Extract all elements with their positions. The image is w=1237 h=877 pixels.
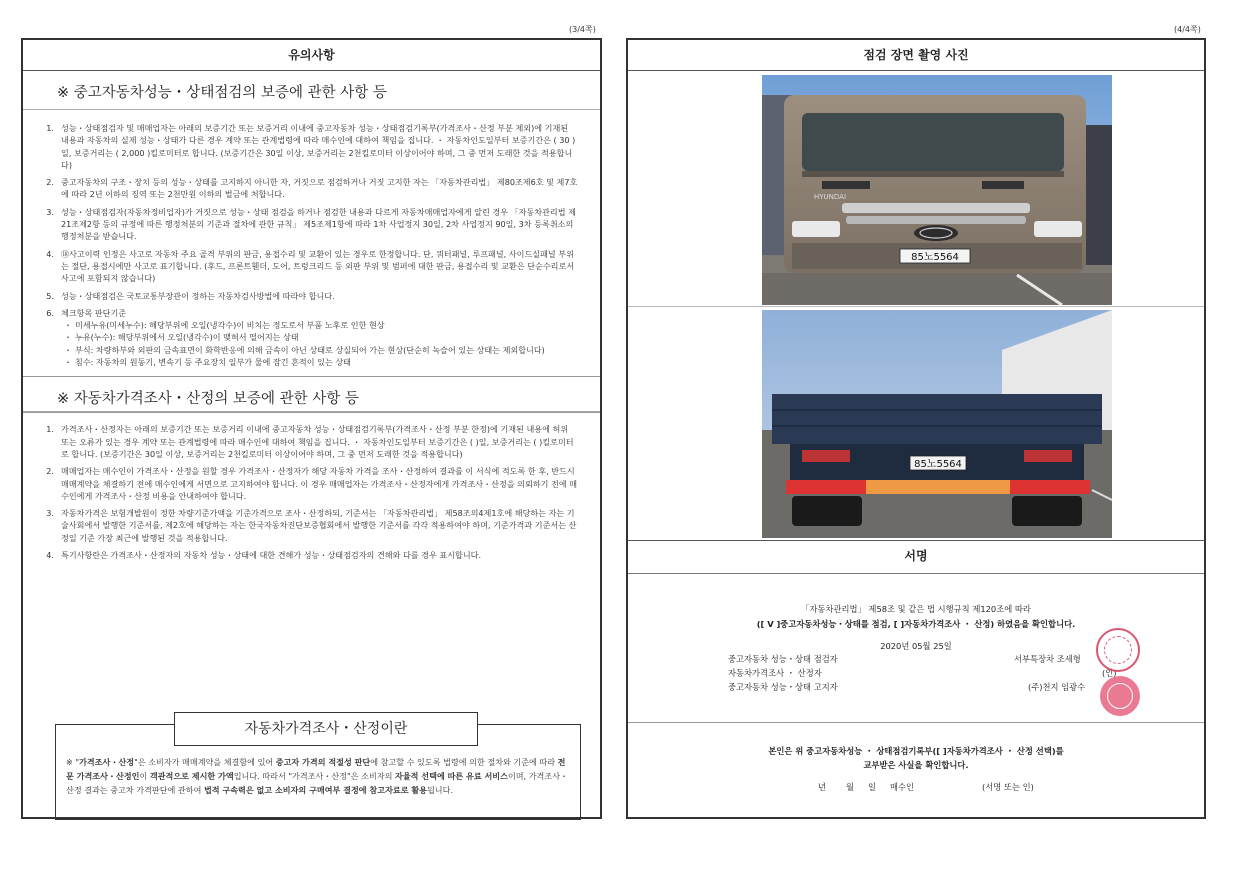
sign-date: 2020년 05월 25일 bbox=[880, 641, 952, 651]
list-item: 1. 가격조사・산정자는 아래의 보증기간 또는 보증거리 이내에 중고자동차 성능・상태점검기록부(가격조사・산정 부분 한정)에 기재된 내용에 허위 또는 오류가 있는 경우 계약 또는 관계법령에 따라 매수인에 대하여 책임을 집니다. ・ 자동차인도일부터 보증기간은 ( )일, 보증거리는 ( )킬로미터로 합니다. (보증기간은 30일 이상, 보증거리는 2천킬로미터 이상이어야 하며, 그 중 먼저 도래한 것을 적용합니다) bbox=[46, 424, 574, 459]
inspector-name: 서부특장차 조세형 bbox=[1014, 654, 1081, 664]
front-license-plate: 85노5564 bbox=[911, 252, 959, 263]
list-item: 6. 체크항목 판단기준 ・ 미세누유(미세누수): 해당부위에 오일(냉각수)이 비치는 정도로서 부품 노후로 인한 현상 ・ 누유(누수): 해당부위에서 오일(냉각수)이 맺혀서 떨어지는 상태 ・ 부식: 차량하부와 외판의 금속표면이 화학반응에 의해 금속이 아닌 상태로 상실되어 가는 현상(단순히 녹슬어 있는 상태는 제외합니다) ・ 침수: 자동차의 원동기, 변속기 등 주요장치 일부가 물에 잠긴 흔적이 있는 상태 bbox=[37, 307, 578, 368]
list-item: 2. 매매업자는 매수인이 가격조사・산정을 원할 경우 가격조사・산정자가 해당 자동차 가격을 조사・산정하여 결과를 이 서식에 적도록 한 후, 반드시 매매계약을 체결하기 전에 매수인에게 서면으로 고지하여야 합니다. 이 경우 매매업자는 가격조사・산정자에게 가격조사・산정을 의뢰하기 전에 매수인에게 가격조사・산정 비용을 안내하여야 합니다. bbox=[46, 466, 578, 501]
receipt-line-1: 본인은 위 중고자동차성능 ・ 상태점검기록부([ ]자동차가격조사 ・ 산정 선택)를 bbox=[768, 746, 1064, 756]
inspector-seal bbox=[1096, 628, 1140, 672]
receipt-month-label: 월 bbox=[846, 782, 855, 792]
notifier-seal bbox=[1100, 676, 1140, 716]
rear-vehicle-photo bbox=[762, 310, 1112, 538]
warranty-section-title: ※ 중고자동차성능・상태점검의 보증에 관한 사항 등 bbox=[23, 71, 600, 110]
list-item: 1. 성능・상태점검자 및 매매업자는 아래의 보증기간 또는 보증거리 이내에 중고자동차 성능・상태점검기록부(가격조사・산정 부분 제외)에 기재된 내용과 자동차의 실제 성능・상태가 다른 경우 계약 또는 관계법령에 따라 매수인에 대하여 책임을 집니다. ・ 자동차인도일부터 보증기간은 ( 30 )일, 보증거리는 ( 2,000 )킬로미터로 합니다. (보증기간은 30일 이상, 보증거리는 2천킬로미터 이상이어야 하며, 그 중 먼저 도래한 것을 적용합니다) bbox=[46, 123, 576, 170]
check-criteria-item: ・ 미세누유(미세누수): 해당부위에 오일(냉각수)이 비치는 정도로서 부품 노후로 인한 현상 bbox=[63, 320, 385, 331]
notice-header: 유의사항 bbox=[23, 40, 600, 71]
receipt-day-label: 일 bbox=[868, 782, 877, 792]
buyer-signature-field[interactable]: (서명 또는 인) bbox=[982, 782, 1034, 792]
right-page-number: (4/4쪽) bbox=[1174, 25, 1201, 34]
list-item: 3. 자동차가격은 보험개발원이 정한 차량기준가액을 기준가격으로 조사・산정하되, 기준서는 「자동차관리법」 제58조의4제1호에 해당하는 자는 기술사회에서 발행한 기준서를, 제2호에 해당하는 자는 한국자동차진단보증협회에서 발행한 기준서를 각각 적용하여야 하며, 기준가격과 기준서는 산정일 기준 가장 최근에 발행된 것을 적용합니다. bbox=[46, 508, 577, 543]
check-criteria-item: ・ 침수: 자동차의 원동기, 변속기 등 주요장치 일부가 물에 잠긴 흔적이 있는 상태 bbox=[63, 357, 351, 368]
inspector-role: 중고자동차 성능・상태 점검자 bbox=[728, 654, 838, 664]
notice-panel bbox=[21, 38, 602, 819]
check-criteria-title: 체크항목 판단기준 bbox=[61, 307, 127, 318]
photo-header: 점검 장면 촬영 사진 bbox=[628, 40, 1204, 71]
warranty-list bbox=[23, 110, 600, 368]
price-definition-text: ※ "가격조사・산정"은 소비자가 매매계약을 체결함에 있어 중고자 가격의 적절성 판단에 참고할 수 있도록 법령에 의한 절차와 기준에 따라 전문 가격조사・산정인이 객관적으로 제시한 가액입니다. 따라서 "가격조사・산정"은 소비자의 자율적 선택에 따른 유료 서비스이며, 가격조사・산정 결과는 중고차 가격판단에 관하여 법적 구속력은 없고 소비자의 구매여부 결정에 참고자료로 활용됩니다. bbox=[66, 757, 569, 795]
list-item: 3. 성능・상태점검자(자동차정비업자)가 거짓으로 성능・상태 점검을 하거나 점검한 내용과 다르게 자동차매매업자에게 알린 경우 「자동차관리법 제21조제2항 등의 규정에 따른 행정처분의 기준과 절차에 관한 규칙」 제5조제1항에 따라 1차 사업정지 30일, 2차 사업정지 90일, 3차 등록취소의 행정처분을 받습니다. bbox=[46, 206, 576, 242]
list-item: 5. 성능・상태점검은 국토교통부장관이 정하는 자동차검사방법에 따라야 합니다. bbox=[46, 290, 335, 301]
price-section-title: ※ 자동차가격조사・산정의 보증에 관한 사항 등 bbox=[23, 377, 600, 412]
price-definition-box bbox=[55, 721, 581, 820]
price-definition-title: 자동차가격조사・산정이란 bbox=[174, 712, 478, 746]
list-item: 4. 특기사항란은 가격조사・산정자의 자동차 성능・상태에 대한 견해가 성능・상태점검자의 견해와 다를 경우 표시합니다. bbox=[46, 550, 482, 561]
brand-text: HYUNDAI bbox=[814, 193, 847, 201]
left-page-number: (3/4쪽) bbox=[569, 25, 596, 34]
photo-sign-panel: 점검 장면 촬영 사진 HYUNDAI 85노5564 85노5564 서명 「자동차관리법」 제58조 및 같은 법 시행규칙 제120조에 따라 ([ V ]중고자동차성능・상태를 점검, [ ]자동차가격조사 ・ 산정) 하였음을 확인합니다. 2020년 05월 25일 중고자동차 성능・상태 점검자 서부특장차 조세형 자동차가격조사 ・ 산정자 (인) 중고자동차 성능・상태 고지자 (주)천지 임광수 본인은 위 중고자동차성능 ・ 상태점검기록부([ ]자동차가격조사 ・ 산정 선택)를 교부받은 사실을 확인합니다. 년 월 일 매수인 (서명 또는 인) bbox=[626, 38, 1206, 819]
check-criteria-item: ・ 부식: 차량하부와 외판의 금속표면이 화학반응에 의해 금속이 아닌 상태로 상실되어 가는 현상(단순히 녹슬어 있는 상태는 제외합니다) bbox=[63, 344, 545, 355]
rear-license-plate: 85노5564 bbox=[914, 459, 962, 470]
front-vehicle-photo bbox=[762, 75, 1112, 305]
buyer-label: 매수인 bbox=[890, 782, 915, 792]
check-criteria-item: ・ 누유(누수): 해당부위에서 오일(냉각수)이 맺혀서 떨어지는 상태 bbox=[63, 332, 299, 343]
list-item: 2. 중고자동차의 구조・장치 등의 성능・상태를 고지하지 아니한 자, 거짓으로 점검하거나 거짓 고지한 자는 「자동차관리법」 제80조제6호 및 제7호에 따라 2년 이하의 징역 또는 2천만원 이하의 벌금에 처합니다. bbox=[46, 177, 578, 200]
notifier-role: 중고자동차 성능・상태 고지자 bbox=[728, 682, 838, 692]
price-list bbox=[23, 413, 600, 561]
sign-header: 서명 bbox=[628, 540, 1204, 574]
receipt-line-2: 교부받은 사실을 확인합니다. bbox=[863, 760, 969, 770]
receipt-year-label: 년 bbox=[818, 782, 827, 792]
appraiser-seal-mark: (인) bbox=[1102, 668, 1117, 678]
appraiser-role: 자동차가격조사 ・ 산정자 bbox=[728, 668, 822, 678]
list-item: 4. ⑱사고이력 인정은 사고로 자동차 주요 골격 부위의 판금, 용접수리 및 교환이 있는 경우로 한정합니다. 단, 쿼터패널, 루프패널, 사이드실패널 부위는 절단, 용접시에만 사고로 표기합니다. (후드, 프론트휀더, 도어, 트렁크리드 등 외판 부위 및 범퍼에 대한 판금, 용접수리 및 교환은 단순수리로서 사고에 포함되지 않습니다) bbox=[46, 248, 575, 284]
notifier-name: (주)천지 임광수 bbox=[1028, 682, 1086, 692]
